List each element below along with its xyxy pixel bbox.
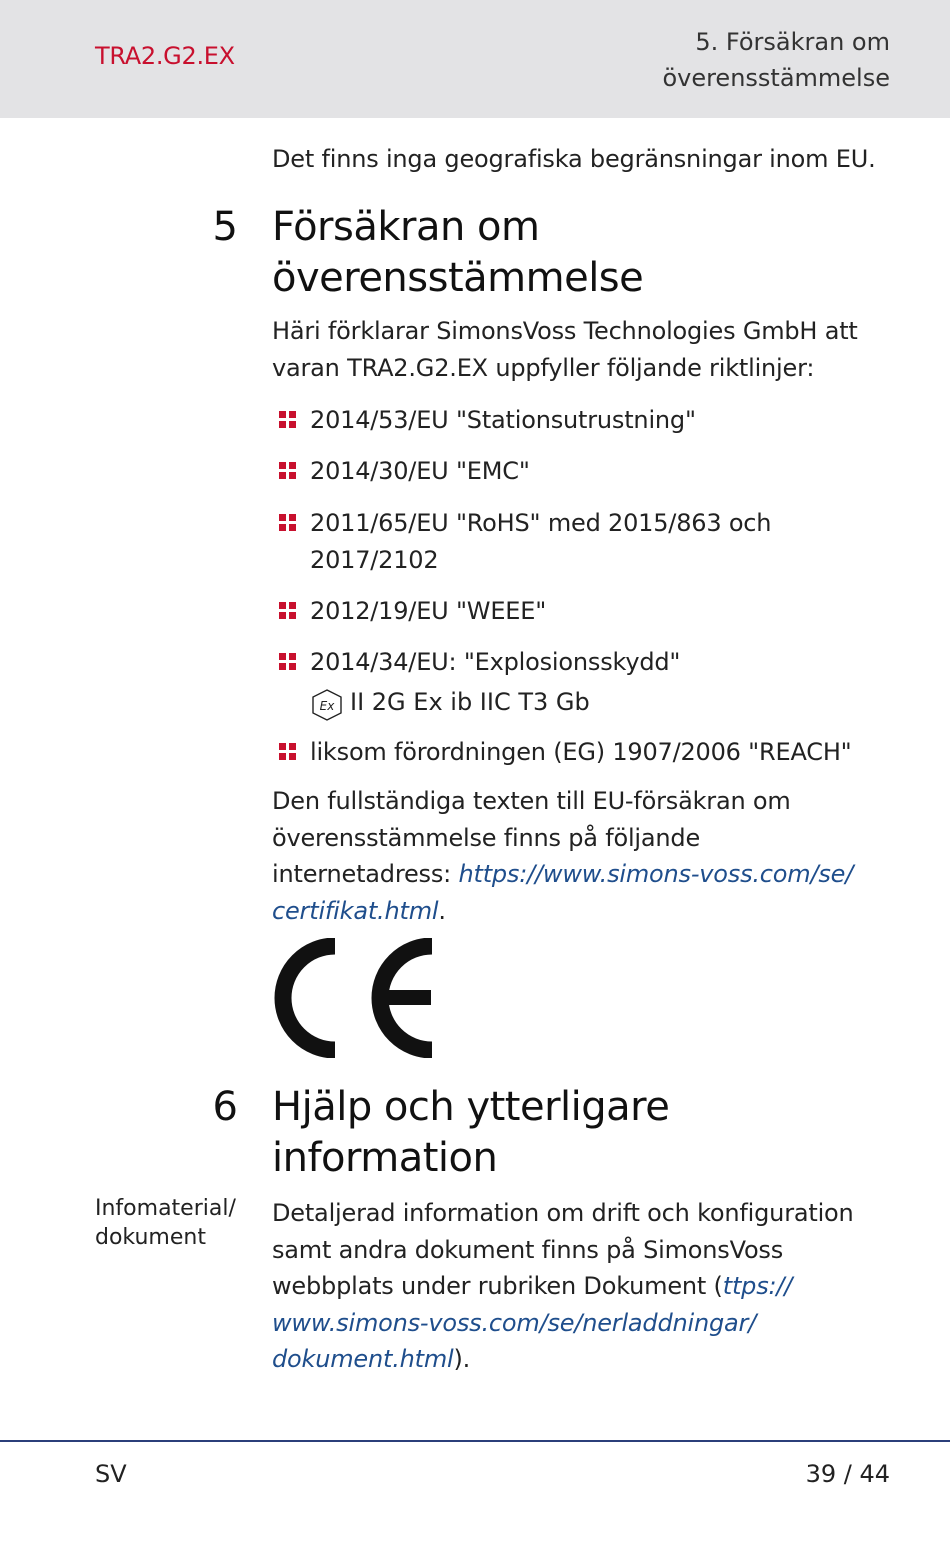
help-line: Detaljerad information om drift och konfiguration bbox=[272, 1199, 854, 1227]
footer-language: SV bbox=[95, 1460, 127, 1488]
fulltext-suffix: . bbox=[438, 896, 446, 925]
page-header bbox=[0, 0, 950, 118]
margin-label-line: dokument bbox=[95, 1225, 206, 1250]
page-number: 39 / 44 bbox=[805, 1460, 890, 1488]
running-section-title bbox=[530, 24, 890, 96]
bullet-icon bbox=[279, 462, 297, 480]
directive-item: 2011/65/EU "RoHS" med 2015/863 och 2017/2102 bbox=[310, 509, 772, 574]
section-6-number: 6 bbox=[212, 1084, 238, 1130]
directive-item: 2014/30/EU "EMC" bbox=[310, 457, 530, 485]
ex-marking-text: II 2G Ex ib IIC T3 Gb bbox=[350, 688, 590, 716]
bullet-icon bbox=[279, 514, 297, 532]
fulltext-line: Den fullständiga texten till EU-försäkran om bbox=[272, 787, 791, 815]
fulltext-line bbox=[272, 856, 892, 893]
ex-hexagon-icon bbox=[310, 688, 344, 722]
directive-item: liksom förordningen (EG) 1907/2006 "REACH" bbox=[310, 738, 852, 766]
footer-divider bbox=[0, 1440, 950, 1442]
margin-label bbox=[95, 1194, 265, 1252]
help-line: samt andra dokument finns på SimonsVoss bbox=[272, 1235, 784, 1264]
section-title-line: information bbox=[272, 1135, 498, 1181]
help-suffix: ). bbox=[453, 1345, 471, 1373]
fulltext-line: överensstämmelse finns på följande bbox=[272, 823, 701, 852]
bullet-icon bbox=[279, 411, 297, 429]
running-title-line: överensstämmelse bbox=[662, 64, 890, 92]
ce-mark-icon bbox=[272, 938, 442, 1058]
running-title-line: 5. Försäkran om bbox=[695, 28, 890, 56]
section-title-line: överensstämmelse bbox=[272, 255, 644, 301]
bullet-icon bbox=[279, 653, 297, 671]
document-code: TRA2.G2.EX bbox=[95, 42, 235, 70]
help-line bbox=[272, 1305, 892, 1342]
documents-link[interactable]: ttps:// bbox=[722, 1272, 793, 1300]
documents-link-end[interactable]: dokument.html bbox=[272, 1345, 454, 1373]
fulltext-line bbox=[272, 893, 892, 930]
certificate-link-cont[interactable]: certifikat.html bbox=[272, 896, 439, 925]
section-5-intro: Häri förklarar SimonsVoss Technologies GmbH att varan TRA2.G2.EX uppfyller följande riktlinjer: bbox=[272, 317, 858, 382]
directive-item: 2012/19/EU "WEEE" bbox=[310, 597, 547, 625]
bullet-icon bbox=[279, 743, 297, 761]
help-line bbox=[272, 1268, 892, 1305]
certificate-link[interactable]: https://www.simons-voss.com/se/ bbox=[458, 860, 854, 888]
bullet-icon bbox=[279, 602, 297, 620]
section-5-number: 5 bbox=[212, 204, 238, 250]
ex-symbol-label: Ex bbox=[319, 699, 335, 713]
section-5-title bbox=[272, 202, 892, 304]
margin-label-line: Infomaterial/ bbox=[95, 1196, 236, 1221]
directive-item: 2014/34/EU: "Explosionsskydd" bbox=[310, 648, 681, 676]
fulltext-prefix: internetadress: bbox=[272, 860, 459, 888]
help-prefix: webbplats under rubriken Dokument ( bbox=[272, 1272, 723, 1300]
directive-item: 2014/53/EU "Stationsutrustning" bbox=[310, 406, 696, 434]
section-title-line: Hjälp och ytterligare bbox=[272, 1084, 670, 1130]
geographic-note: Det finns inga geografiska begränsningar inom EU. bbox=[272, 145, 876, 173]
section-title-line: Försäkran om bbox=[272, 204, 540, 250]
help-line bbox=[272, 1341, 892, 1378]
fulltext-paragraph bbox=[272, 783, 892, 929]
documents-link-cont[interactable]: www.simons-voss.com/se/nerladdningar/ bbox=[272, 1308, 757, 1337]
help-paragraph bbox=[272, 1195, 892, 1378]
section-6-title bbox=[272, 1082, 892, 1184]
